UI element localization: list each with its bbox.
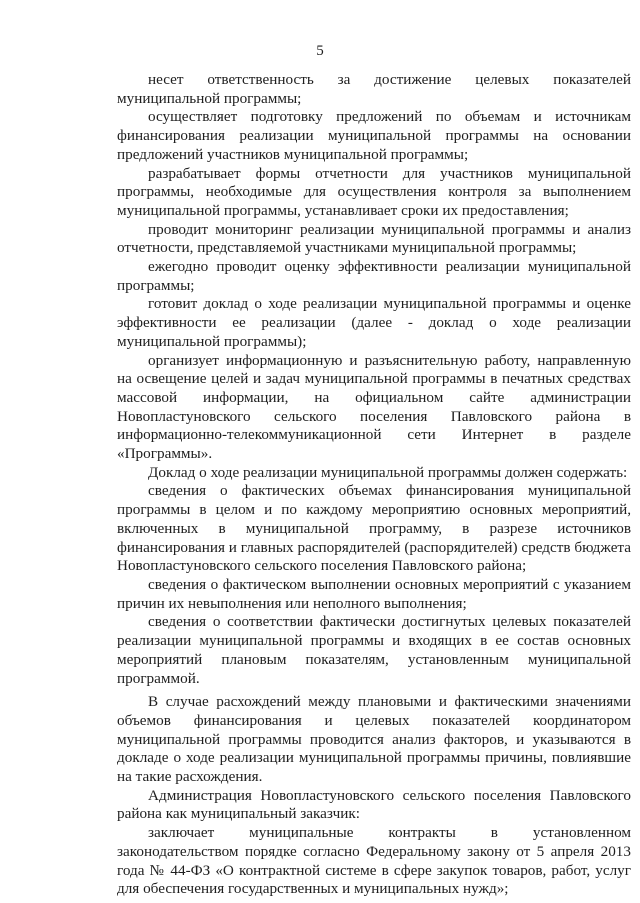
paragraph-financing-data: сведения о фактических объемах финансирования муниципальной программы в целом и по каждому мероприятию основных мероприятий, включенных в муниципальной программу, в разрезе источников финансирования и главных распорядителей (распорядителей) средств бюджета Новопластуновского сельского поселения Павловского района; — [117, 482, 631, 575]
paragraph-administration: Администрация Новопластуновского сельского поселения Павловского района как муниципальный заказчик: — [117, 786, 631, 823]
paragraph-progress-report: готовит доклад о ходе реализации муниципальной программы и оценке эффективности ее реализации (далее - доклад о ходе реализации муниципальной программы); — [117, 295, 631, 350]
paragraph-indicator-compliance: сведения о соответствии фактически достигнутых целевых показателей реализации муниципальной программы и входящих в ее состав основных мероприятий плановым показателям, установленным муниципальной программой. — [117, 613, 631, 687]
paragraph-financing-proposals: осуществляет подготовку предложений по объемам и источникам финансирования реализации муниципальной программы на основании предложений участников муниципальной программы; — [117, 108, 631, 163]
page-number: 5 — [316, 43, 324, 59]
paragraph-contracts: заключает муниципальные контракты в установленном законодательством порядке согласно Федеральному закону от 5 апреля 2013 года № 44-ФЗ «О контрактной системе в сфере закупок товаров, работ, услуг для обеспечения государственных и муниципальных нужд»; — [117, 824, 631, 898]
paragraph-implementation-data: сведения о фактическом выполнении основных мероприятий с указанием причин их невыполнения или неполного выполнения; — [117, 575, 631, 612]
paragraph-monitoring: проводит мониторинг реализации муниципальной программы и анализ отчетности, представляемой участниками муниципальной программы; — [117, 220, 631, 257]
paragraph-information-work: организует информационную и разъяснительную работу, направленную на освещение целей и задач муниципальной программы в печатных средствах массовой информации, на официальном сайте администрации Новопластуновского сельского поселения Павловского района в информационно-телекоммуникационной сети Интернет в разделе «Программы». — [117, 351, 631, 463]
paragraph-responsibility: несет ответственность за достижение целевых показателей муниципальной программы; — [117, 71, 631, 107]
paragraph-report-contents: Доклад о ходе реализации муниципальной программы должен содержать: — [148, 463, 628, 481]
paragraph-reporting-forms: разрабатывает формы отчетности для участников муниципальной программы, необходимые для осуществления контроля за выполнением муниципальной программы, устанавливает сроки их предоставления; — [117, 164, 631, 219]
paragraph-efficiency-assessment: ежегодно проводит оценку эффективности реализации муниципальной программы; — [117, 258, 631, 294]
paragraph-discrepancies: В случае расхождений между плановыми и фактическими значениями объемов финансирования и целевых показателей координатором муниципальной программы проводится анализ факторов, и указываются в докладе о ходе реализации муниципальной программы причины, повлиявшие на такие расхождения. — [117, 693, 631, 786]
document-body — [117, 71, 631, 899]
